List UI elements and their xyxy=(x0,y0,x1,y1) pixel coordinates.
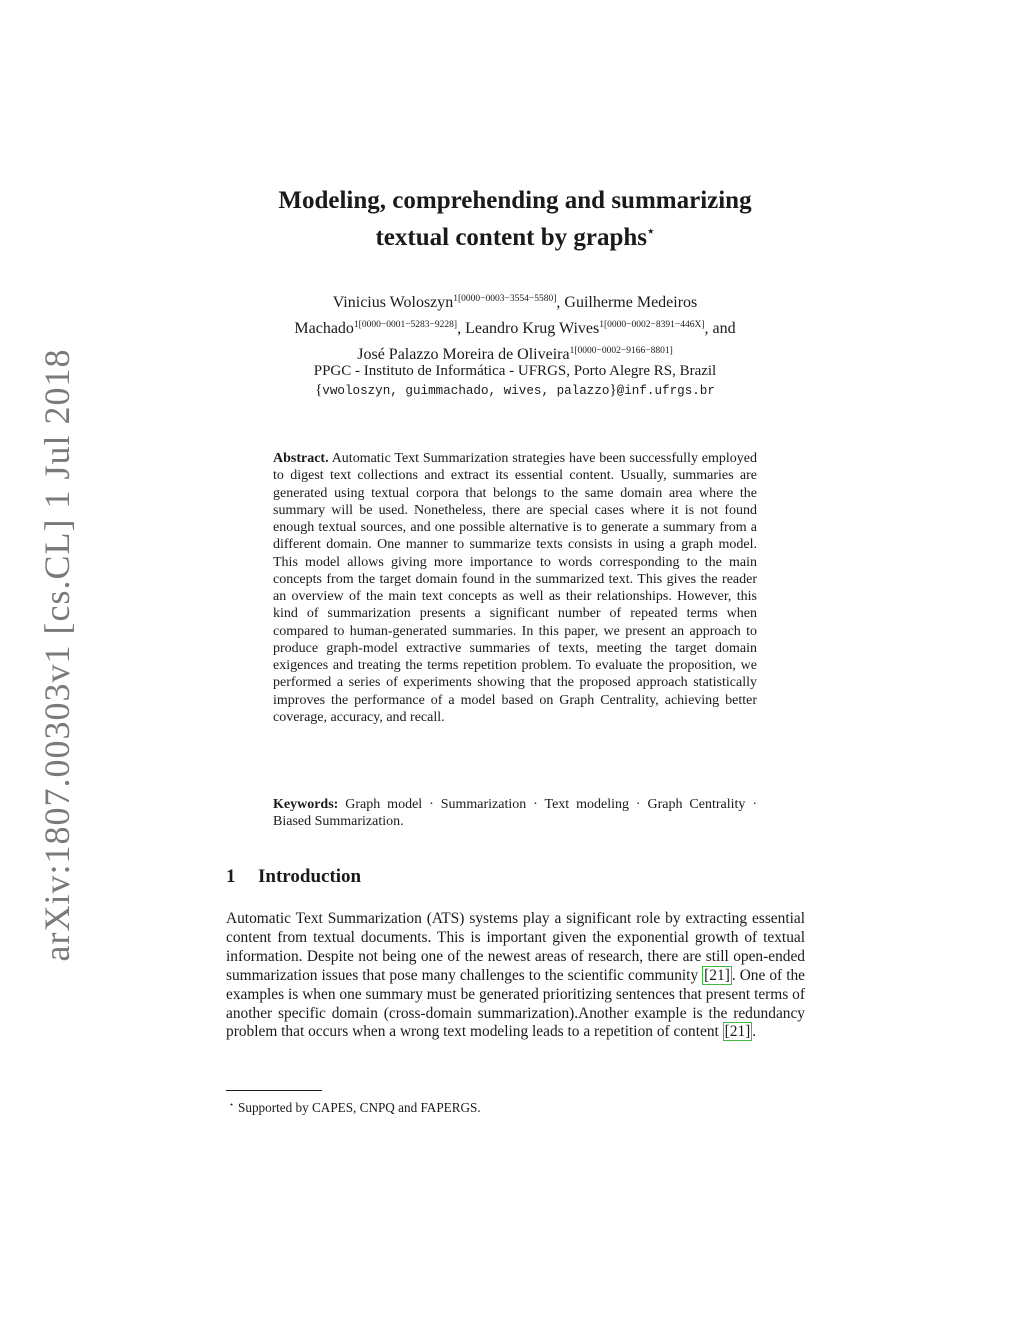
paper-title-line-1: Modeling, comprehending and summarizing xyxy=(278,187,752,214)
abstract xyxy=(273,450,757,726)
footnote-rule xyxy=(226,1090,322,1091)
author-orcid: 1[0000−0002−9166−8801] xyxy=(569,346,673,356)
introduction-paragraph xyxy=(226,910,805,1042)
affiliation-block xyxy=(200,362,830,401)
abstract-label: Abstract. xyxy=(273,451,329,466)
footnote-text: Supported by CAPES, CNPQ and FAPERGS. xyxy=(238,1100,481,1115)
abstract-text: Automatic Text Summarization strategies have been successfully employed to digest text collections and extract its essential content. Usually, summaries are generated using textual corpora that belongs to the same domain area where the summary will be used. Nonetheless, there are special cases where it is not found enough textual sources, and one possible alternative is to generate a summary from a different domain. One manner to summarize texts consists in using a graph model. This model allows giving more importance to words corresponding to the main concepts from the target domain found in the summarized text. This gives the reader an overview of the main text concepts as well as their relationships. However, this kind of summarization presents a significant number of repeated terms when compared to human-generated summaries. In this paper, we present an approach to produce graph-model extractive summaries of texts, meeting the target domain exigences and treating the terms repetition problem. To evaluate the proposition, we performed a series of experiments showing that the proposed approach statistically improves the performance of a model based on Graph Centrality, achieving better coverage, accuracy, and recall. xyxy=(273,451,757,725)
keywords-label: Keywords: xyxy=(273,797,339,812)
section-heading xyxy=(226,866,361,888)
intro-text: . xyxy=(752,1023,757,1041)
email-brace-open: { xyxy=(315,382,323,398)
footnote xyxy=(229,1097,481,1116)
affiliation-institution: PPGC - Instituto de Informática - UFRGS, Porto Alegre RS, Brazil xyxy=(313,363,717,379)
author-separator: , and xyxy=(704,320,736,337)
author-name: , Leandro Krug Wives xyxy=(457,320,600,337)
author-orcid: 1[0000−0003−3554−5580] xyxy=(453,294,557,304)
citation-link[interactable]: [21] xyxy=(724,1023,751,1041)
intro-text: . One of the examples is when one summary must be generated prioritizing sentences that present terms of another specific domain (cross-domain summarization).Another example is the redundancy problem that occurs when a wrong text modeling leads to a repetition of content xyxy=(226,966,806,1041)
keywords-text: Graph model · Summarization · Text modeling · Graph Centrality · Biased Summarization. xyxy=(273,797,758,830)
paper-title-line-2-text: textual content by graphs xyxy=(375,224,648,251)
author-name: Vinicius Woloszyn xyxy=(332,294,454,311)
author-orcid: 1[0000−0002−8391−446X] xyxy=(599,320,705,330)
author-orcid: 1[0000−0001−5283−9228] xyxy=(353,320,458,330)
footnote-marker: ⋆ xyxy=(229,1100,235,1109)
arxiv-identifier-stamp: arXiv:1807.00303v1 [cs.CL] 1 Jul 2018 xyxy=(37,348,77,962)
citation-link[interactable]: [21] xyxy=(704,966,730,984)
author-separator: , Guilherme Medeiros xyxy=(556,294,698,311)
section-title: Introduction xyxy=(258,866,362,887)
keywords xyxy=(273,796,757,831)
affiliation-emails xyxy=(200,381,830,401)
title-footnote-marker: ⋆ xyxy=(647,224,655,238)
email-usernames: vwoloszyn, guimmachado, wives, palazzo xyxy=(322,384,610,398)
email-brace-close: } xyxy=(609,382,617,398)
paper-title-line-2 xyxy=(150,216,880,253)
author-list xyxy=(200,288,830,366)
section-number: 1 xyxy=(226,866,236,887)
email-domain: @inf.ufrgs.br xyxy=(616,384,715,398)
author-name: Machado xyxy=(294,320,354,337)
author-name: José Palazzo Moreira de Oliveira xyxy=(357,346,570,363)
intro-text: Automatic Text Summarization (ATS) systems play a significant role by extracting essential content from textual documents. This is important given the exponential growth of textual information. Despite not being one of the newest areas of research, there are still open-ended summarization issues that pose many challenges to the scientific community xyxy=(226,910,805,984)
